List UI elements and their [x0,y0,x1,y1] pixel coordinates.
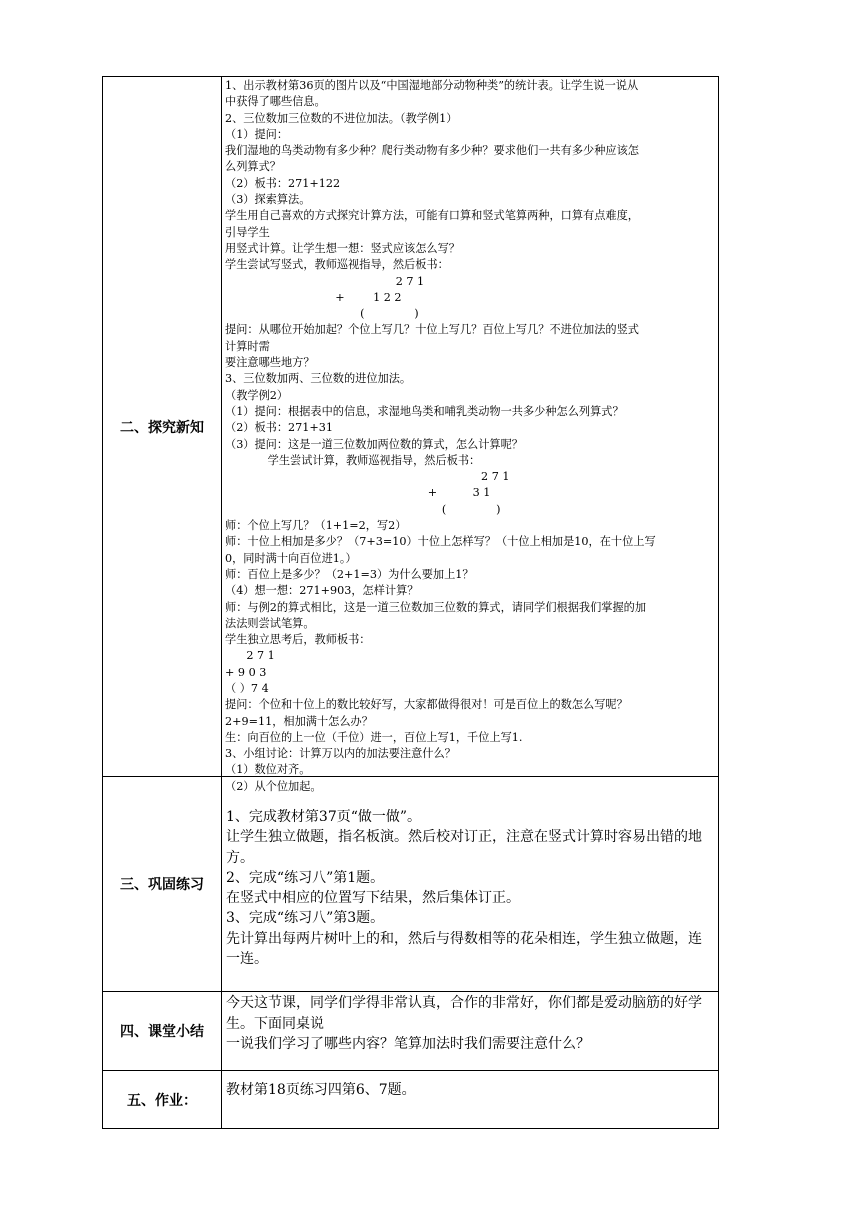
vertical-calc-line: 2 7 1 [225,649,275,663]
content-line: （2）从个位加起。 [225,779,322,793]
content-line: 1、出示教材第36页的图片以及“中国湿地部分动物种类”的统计表。让学生说一说从 [225,79,639,92]
content-line: （1）提问： [225,127,289,141]
content-line: 师：个位上写几？（1+1=2，写2） [225,519,407,533]
section-content [222,1071,719,1129]
content-line: 师：与例2的算式相比，这是一道三位数加三位数的算式，请同学们根据我们掌握的加 [225,600,647,614]
content-line: （3）探索算法。 [225,193,311,207]
vertical-calc-line: 2 7 1 [225,470,510,484]
content-line: 要注意哪些地方？ [225,356,315,370]
vertical-calc-line: ( ) [225,307,419,321]
lesson-plan-table [102,76,719,1129]
content-line: 中获得了哪些信息。 [225,95,326,109]
vertical-calc-line: + 3 1 [225,486,491,500]
content-line: 1、完成教材第37页“做一做”。 [226,809,422,825]
content-line: 提问：从哪位开始加起？个位上写几？十位上写几？百位上写几？不进位加法的竖式 [225,323,639,337]
section-content [222,777,719,992]
content-line: 3、小组讨论：计算万以内的加法要注意什么？ [225,747,456,761]
section-row-practice [103,777,719,992]
content-line: 一说我们学习了哪些内容？笔算加法时我们需要注意什么？ [226,1036,590,1052]
content-line: （教学例2） [225,388,289,402]
vertical-calc-line: 2 7 1 [225,274,425,288]
content-line: 师：百位上是多少？（2+1=3）为什么要加上1？ [225,567,474,581]
content-line: 用竖式计算。让学生想一想：竖式应该怎么写？ [225,241,460,255]
content-line: （2）板书：271+31 [225,421,334,435]
content-line: 在竖式中相应的位置写下结果，然后集体订正。 [226,890,520,907]
content-line: 2、完成“练习八”第1题。 [226,869,385,886]
content-line: （2）板书：271+122 [225,176,341,190]
vertical-calc-line: + 9 0 3 [225,665,267,679]
content-line: 学生用自己喜欢的方式探究计算方法，可能有口算和竖式笔算两种，口算有点难度， [225,209,639,223]
vertical-calc-line: ( ) [225,502,501,516]
content-line: 学生尝试计算，教师巡视指导，然后板书： [225,453,481,467]
section-content [222,992,719,1071]
vertical-calc-line: + 1 2 2 [225,290,402,304]
content-line: 2+9=11，相加满十怎么办？ [225,714,373,728]
section-heading: 三、巩固练习 [103,777,222,992]
section-heading: 四、课堂小结 [103,992,222,1071]
section-row-summary [103,992,719,1071]
content-line: （1）提问：根据表中的信息，求湿地鸟类和哺乳类动物一共多少种怎么列算式？ [225,404,624,418]
content-line: 引导学生 [225,225,270,239]
section-heading: 二、探究新知 [103,77,222,777]
content-line: 2、三位数加三位数的不进位加法。（教学例1） [225,111,458,125]
practice-lines [222,777,718,969]
section-content [222,77,719,793]
content-line: 学生尝试写竖式，教师巡视指导，然后板书： [225,258,449,272]
content-line: 我们湿地的鸟类动物有多少种？爬行类动物有多少种？要求他们一共有多少种应该怎 [225,144,639,158]
content-line: 学生独立思考后，教师板书： [225,633,371,647]
content-line: 0，同时满十向百位进1。） [225,551,357,565]
content-line: 先计算出每两片树叶上的和，然后与得数相等的花朵相连，学生独立做题，连一连。 [226,930,702,968]
content-line: 么列算式？ [225,160,281,174]
content-line: 3、完成“练习八”第3题。 [226,910,385,927]
content-line: 师：十位上相加是多少？（7+3=10）十位上怎样写？（十位上相加是10，在十位上写 [225,535,656,549]
content-line: （1）数位对齐。 [225,763,311,777]
content-line: 让学生独立做题，指名板演。然后校对订正，注意在竖式计算时容易出错的地方。 [226,829,702,866]
vertical-calc-line: （ ）7 4 [225,681,269,695]
section-heading: 五、作业： [103,1071,222,1129]
content-line: 生：向百位的上一位（千位）进一，百位上写1，千位上写1. [225,730,523,744]
content-line: 教材第18页练习四第6、7题。 [226,1082,416,1098]
section-row-homework [103,1071,719,1129]
homework-lines [222,1071,718,1100]
content-line: 法法则尝试笔算。 [225,616,315,630]
summary-lines [222,992,718,1055]
explore-lines [222,77,718,793]
content-line: （3）提问：这是一道三位数加两位数的算式，怎么计算呢？ [225,437,523,451]
content-line: 今天这节课，同学们学得非常认真，合作的非常好，你们都是爱动脑筋的好学生。下面同桌说 [226,995,702,1032]
section-row-explore [103,77,719,777]
content-line: 提问：个位和十位上的数比较好写，大家都做得很对！可是百位上的数怎么写呢？ [225,698,628,712]
content-line: （4）想一想：271+903，怎样计算？ [225,584,419,598]
content-line: 3、三位数加两、三位数的进位加法。 [225,372,412,386]
content-line: 计算时需 [225,339,270,353]
